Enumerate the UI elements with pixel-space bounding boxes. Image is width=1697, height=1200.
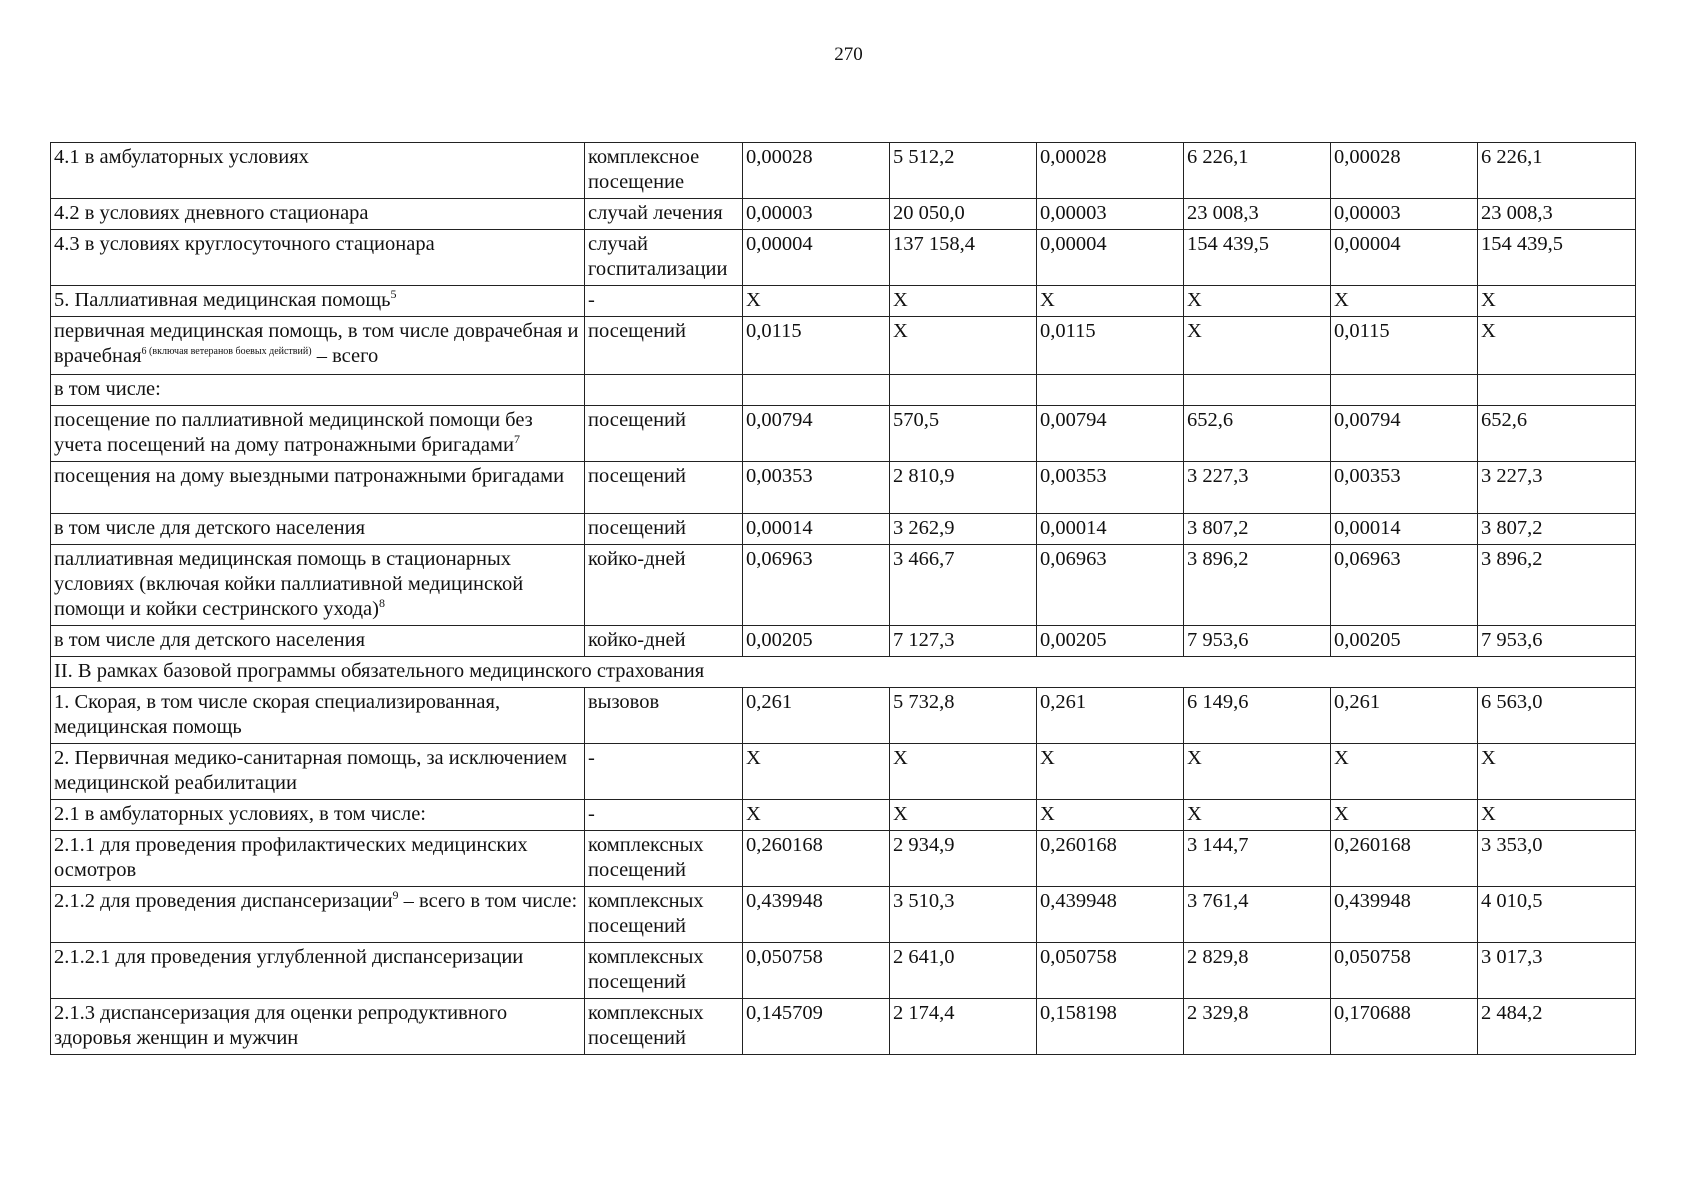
unit-cell: посещений [585,514,743,545]
table-row [51,286,1636,317]
cost-value-cell: 4 010,5 [1478,887,1636,943]
data-table [50,142,1636,1055]
norm-value-cell: 0,439948 [1037,887,1184,943]
cost-value-cell: 3 896,2 [1184,545,1331,626]
norm-value-cell: 0,439948 [743,887,890,943]
cost-value-cell: 3 807,2 [1184,514,1331,545]
norm-value-cell: 0,261 [1037,688,1184,744]
unit-cell: комплексных посещений [585,943,743,999]
table-row [51,831,1636,887]
cost-value-cell: 20 050,0 [890,199,1037,230]
row-label: 2.1 в амбулаторных условиях, в том числе: [54,803,426,825]
norm-value-cell: X [1037,800,1184,831]
row-label: 5. Паллиативная медицинская помощь [54,289,391,311]
row-label: посещения на дому выездными патронажными бригадами [54,465,565,487]
cost-value-cell: X [1478,286,1636,317]
norm-value-cell: X [743,800,890,831]
cost-value-cell: 6 563,0 [1478,688,1636,744]
cost-value-cell: 3 807,2 [1478,514,1636,545]
norm-value-cell: 0,00205 [743,626,890,657]
norm-value-cell: 0,0115 [743,317,890,375]
norm-value-cell: 0,00794 [743,406,890,462]
unit-cell: посещений [585,406,743,462]
row-label-cell [51,626,585,657]
unit-cell: комплексных посещений [585,999,743,1055]
norm-value-cell: 0,00205 [1331,626,1478,657]
norm-value-cell: X [1331,286,1478,317]
footnote-marker: 7 [513,432,520,446]
cost-value-cell: 5 512,2 [890,143,1037,199]
norm-value-cell: 0,00004 [1331,230,1478,286]
cost-value-cell: 3 227,3 [1478,462,1636,514]
cost-value-cell: 137 158,4 [890,230,1037,286]
row-label: первичная медицинская помощь, в том числе доврачебная и врачебная [54,320,579,367]
table-row [51,626,1636,657]
cost-value-cell: 2 934,9 [890,831,1037,887]
row-label: паллиативная медицинская помощь в стационарных условиях (включая койки паллиативной медицинской помощи и койки сестринского ухода) [54,548,524,620]
cost-value-cell: 7 953,6 [1184,626,1331,657]
table-row [51,230,1636,286]
cost-value-cell: 7 953,6 [1478,626,1636,657]
cost-value-cell: 6 226,1 [1478,143,1636,199]
row-label-cell [51,800,585,831]
row-label-cell [51,999,585,1055]
unit-cell: вызовов [585,688,743,744]
unit-cell: комплексных посещений [585,831,743,887]
norm-value-cell: 0,00014 [1037,514,1184,545]
cost-value-cell [890,375,1037,406]
norm-value-cell: 0,260168 [1037,831,1184,887]
row-label: 2.1.3 диспансеризация для оценки репродуктивного здоровья женщин и мужчин [54,1002,508,1049]
norm-value-cell: 0,00014 [743,514,890,545]
row-label: в том числе: [54,378,161,400]
norm-value-cell: 0,00003 [1331,199,1478,230]
table-row [51,999,1636,1055]
row-label-cell [51,514,585,545]
cost-value-cell: X [1184,744,1331,800]
cost-value-cell: 5 732,8 [890,688,1037,744]
cost-value-cell: X [1478,744,1636,800]
cost-value-cell [1478,375,1636,406]
table-body [51,143,1636,1055]
row-label: 1. Скорая, в том числе скорая специализированная, медицинская помощь [54,691,501,738]
row-label-cell [51,462,585,514]
norm-value-cell: 0,439948 [1331,887,1478,943]
row-label-cell [51,744,585,800]
unit-cell: комплексное посещение [585,143,743,199]
cost-value-cell: 3 761,4 [1184,887,1331,943]
norm-value-cell: 0,050758 [1037,943,1184,999]
row-label-cell [51,887,585,943]
unit-cell: койко-дней [585,626,743,657]
norm-value-cell: 0,145709 [743,999,890,1055]
unit-cell: комплексных посещений [585,887,743,943]
row-label-cell [51,375,585,406]
cost-value-cell: 2 829,8 [1184,943,1331,999]
footnote-marker: 9 [392,888,399,902]
cost-value-cell: X [890,744,1037,800]
table-row [51,375,1636,406]
norm-value-cell: 0,0115 [1037,317,1184,375]
norm-value-cell: 0,170688 [1331,999,1478,1055]
cost-value-cell: 6 226,1 [1184,143,1331,199]
norm-value-cell [743,375,890,406]
cost-value-cell: 154 439,5 [1478,230,1636,286]
norm-value-cell: 0,00004 [1037,230,1184,286]
cost-value-cell: 2 174,4 [890,999,1037,1055]
cost-value-cell: 2 329,8 [1184,999,1331,1055]
row-label-cell [51,406,585,462]
row-label: 2.1.1 для проведения профилактических медицинских осмотров [54,834,528,881]
table-row [51,143,1636,199]
row-label-cell [51,831,585,887]
norm-value-cell: X [743,286,890,317]
row-label: в том числе для детского населения [54,517,365,539]
row-label: 2.1.2.1 для проведения углубленной диспансеризации [54,946,524,968]
norm-value-cell: X [1331,744,1478,800]
section-heading: II. В рамках базовой программы обязательного медицинского страхования [51,657,1636,688]
row-label: 4.1 в амбулаторных условиях [54,146,309,168]
unit-cell [585,375,743,406]
cost-value-cell: X [1478,317,1636,375]
norm-value-cell: 0,260168 [743,831,890,887]
cost-value-cell: X [1184,317,1331,375]
norm-value-cell: 0,00028 [1331,143,1478,199]
row-label-suffix: – всего [311,345,379,367]
row-label-cell [51,943,585,999]
norm-value-cell: 0,261 [743,688,890,744]
cost-value-cell: 3 896,2 [1478,545,1636,626]
cost-value-cell: 23 008,3 [1184,199,1331,230]
table-row [51,406,1636,462]
row-label: в том числе для детского населения [54,629,365,651]
table-row [51,317,1636,375]
row-label-cell [51,199,585,230]
unit-cell: - [585,744,743,800]
cost-value-cell: 3 227,3 [1184,462,1331,514]
norm-value-cell: 0,00794 [1037,406,1184,462]
table-row [51,887,1636,943]
cost-value-cell: 23 008,3 [1478,199,1636,230]
section-row [51,657,1636,688]
cost-value-cell: X [890,800,1037,831]
norm-value-cell: 0,261 [1331,688,1478,744]
unit-cell: - [585,800,743,831]
footnote-marker: 6 (включая ветеранов боевых действий) [141,346,312,357]
row-label: 2. Первичная медико-санитарная помощь, за исключением медицинской реабилитации [54,747,567,794]
unit-cell: случай госпитализации [585,230,743,286]
row-label-cell [51,545,585,626]
cost-value-cell: X [1184,286,1331,317]
cost-value-cell: 2 641,0 [890,943,1037,999]
cost-value-cell: 6 149,6 [1184,688,1331,744]
norm-value-cell: 0,050758 [1331,943,1478,999]
norm-value-cell: X [743,744,890,800]
footnote-marker: 8 [378,596,385,610]
unit-cell: случай лечения [585,199,743,230]
row-label-suffix: – всего в том числе: [398,890,578,912]
cost-value-cell: 652,6 [1184,406,1331,462]
cost-value-cell: X [890,286,1037,317]
table-row [51,462,1636,514]
cost-value-cell: 3 466,7 [890,545,1037,626]
cost-value-cell: 2 484,2 [1478,999,1636,1055]
norm-value-cell: 0,00003 [743,199,890,230]
unit-cell: - [585,286,743,317]
norm-value-cell: 0,00353 [1331,462,1478,514]
norm-value-cell: X [1037,744,1184,800]
norm-value-cell: 0,06963 [1331,545,1478,626]
cost-value-cell: X [890,317,1037,375]
norm-value-cell: X [1331,800,1478,831]
table-row [51,800,1636,831]
table-row [51,688,1636,744]
norm-value-cell: 0,260168 [1331,831,1478,887]
unit-cell: посещений [585,462,743,514]
cost-value-cell: 3 017,3 [1478,943,1636,999]
row-label: 4.2 в условиях дневного стационара [54,202,369,224]
cost-value-cell: 2 810,9 [890,462,1037,514]
norm-value-cell: 0,00003 [1037,199,1184,230]
table-row [51,514,1636,545]
norm-value-cell [1037,375,1184,406]
cost-value-cell: 3 262,9 [890,514,1037,545]
cost-value-cell: X [1184,800,1331,831]
norm-value-cell: 0,00794 [1331,406,1478,462]
norm-value-cell [1331,375,1478,406]
unit-cell: койко-дней [585,545,743,626]
table-row [51,943,1636,999]
norm-value-cell: X [1037,286,1184,317]
page-number: 270 [834,44,863,65]
norm-value-cell: 0,00205 [1037,626,1184,657]
table-row [51,744,1636,800]
norm-value-cell: 0,050758 [743,943,890,999]
row-label: 2.1.2 для проведения диспансеризации [54,890,393,912]
table-row [51,199,1636,230]
norm-value-cell: 0,00353 [743,462,890,514]
table-row [51,545,1636,626]
row-label-cell [51,230,585,286]
cost-value-cell: 3 510,3 [890,887,1037,943]
norm-value-cell: 0,00028 [743,143,890,199]
cost-value-cell: 570,5 [890,406,1037,462]
footnote-marker: 5 [390,287,397,301]
norm-value-cell: 0,00014 [1331,514,1478,545]
norm-value-cell: 0,00004 [743,230,890,286]
cost-value-cell: 154 439,5 [1184,230,1331,286]
norm-value-cell: 0,158198 [1037,999,1184,1055]
row-label-cell [51,143,585,199]
row-label-cell [51,688,585,744]
norm-value-cell: 0,0115 [1331,317,1478,375]
row-label-cell [51,317,585,375]
norm-value-cell: 0,06963 [1037,545,1184,626]
norm-value-cell: 0,00028 [1037,143,1184,199]
row-label-cell [51,286,585,317]
cost-value-cell [1184,375,1331,406]
cost-value-cell: 3 144,7 [1184,831,1331,887]
row-label: 4.3 в условиях круглосуточного стационара [54,233,435,255]
cost-value-cell: X [1478,800,1636,831]
cost-value-cell: 7 127,3 [890,626,1037,657]
norm-value-cell: 0,06963 [743,545,890,626]
cost-value-cell: 652,6 [1478,406,1636,462]
row-label: посещение по паллиативной медицинской помощи без учета посещений на дому патронажными бригадами [54,409,533,456]
unit-cell: посещений [585,317,743,375]
cost-value-cell: 3 353,0 [1478,831,1636,887]
norm-value-cell: 0,00353 [1037,462,1184,514]
